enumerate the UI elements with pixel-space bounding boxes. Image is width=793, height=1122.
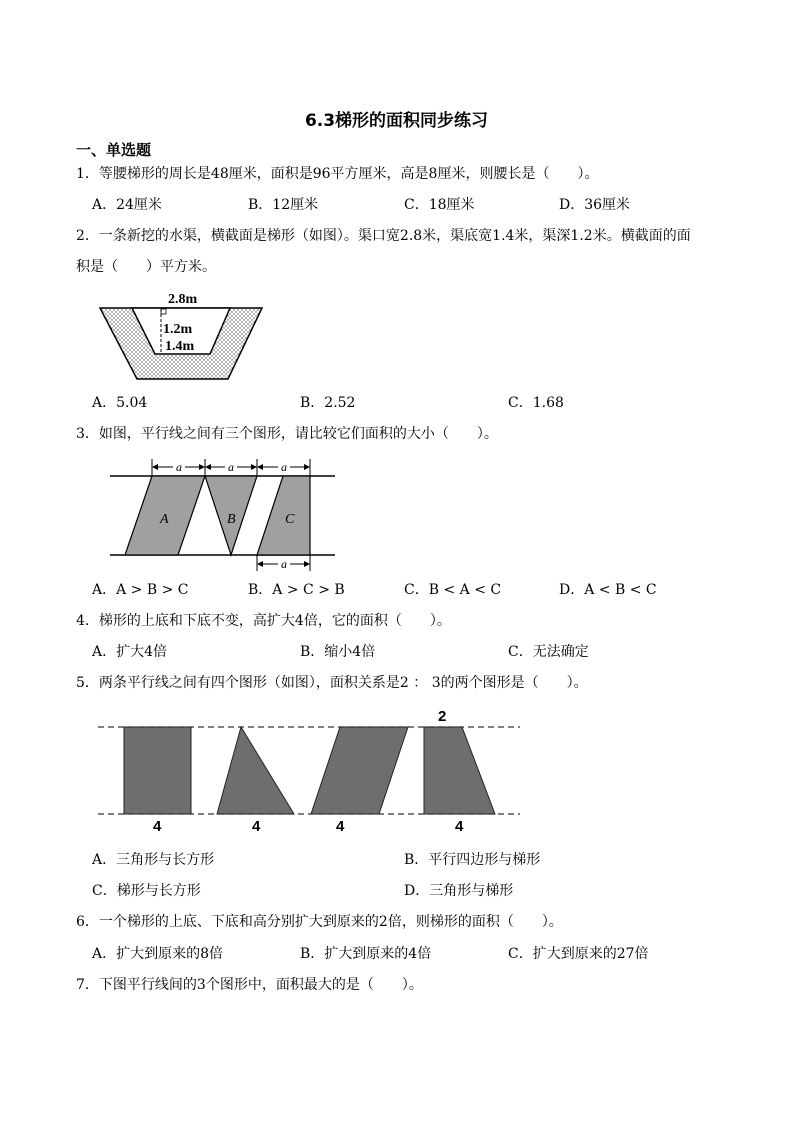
label-top-width: 2.8m — [168, 292, 198, 307]
canal-trapezoid-figure — [95, 287, 270, 382]
q6-option-a[interactable]: A．扩大到原来的8倍 — [92, 946, 224, 962]
trapezoid-shape — [424, 727, 495, 814]
q3-option-c[interactable]: C．B < A < C — [404, 582, 502, 598]
q3-option-a[interactable]: A．A > B > C — [92, 582, 189, 598]
q5-option-d[interactable]: D．三角形与梯形 — [404, 883, 514, 899]
q1-option-a[interactable]: A．24厘米 — [92, 197, 162, 213]
label-parallelogram-base: 4 — [336, 818, 345, 835]
q1-option-b[interactable]: B．12厘米 — [248, 197, 319, 213]
label-a-3: a — [281, 460, 287, 474]
q4-option-c[interactable]: C．无法确定 — [508, 644, 589, 660]
label-bottom-width: 1.4m — [165, 339, 195, 354]
q1-option-c[interactable]: C．18厘米 — [404, 197, 475, 213]
q4-option-b[interactable]: B．缩小4倍 — [300, 644, 376, 660]
label-trapezoid-base: 4 — [455, 818, 464, 835]
label-a-bottom: a — [281, 557, 287, 571]
q4-option-a[interactable]: A．扩大4倍 — [92, 644, 168, 660]
question-7-stem: 7．下图平行线间的3个图形中，面积最大的是（ ）。 — [76, 977, 423, 993]
parallel-shapes-figure-q5 — [95, 703, 525, 838]
q5-option-c[interactable]: C．梯形与长方形 — [92, 883, 201, 899]
label-shape-a: A — [160, 512, 169, 527]
question-4-stem: 4．梯形的上底和下底不变，高扩大4倍，它的面积（ ）。 — [76, 613, 451, 629]
section-title: 一、单选题 — [76, 141, 152, 159]
q5-option-a[interactable]: A．三角形与长方形 — [92, 852, 215, 868]
question-6-stem: 6．一个梯形的上底、下底和高分别扩大到原来的2倍，则梯形的面积（ ）。 — [76, 914, 563, 930]
label-triangle-base: 4 — [252, 818, 261, 835]
label-a-1: a — [176, 460, 182, 474]
label-rectangle-base: 4 — [153, 818, 162, 835]
shape-c-trapezoid — [257, 476, 310, 555]
q3-option-d[interactable]: D．A < B < C — [559, 582, 657, 598]
parallelogram-shape — [311, 727, 408, 814]
rectangle-shape — [124, 727, 191, 814]
q2-option-b[interactable]: B．2.52 — [300, 395, 356, 411]
q2-option-c[interactable]: C．1.68 — [508, 395, 564, 411]
q5-option-b[interactable]: B．平行四边形与梯形 — [404, 852, 541, 868]
q6-option-c[interactable]: C．扩大到原来的27倍 — [508, 946, 649, 962]
question-2-stem-line1: 2．一条新挖的水渠，横截面是梯形（如图）。渠口宽2.8米，渠底宽1.4米，渠深1.2米。横截面的面 — [76, 228, 691, 244]
label-trapezoid-top: 2 — [438, 708, 447, 725]
parallel-shapes-figure-q3 — [105, 455, 340, 575]
q3-option-b[interactable]: B．A > C > B — [248, 582, 345, 598]
label-a-2: a — [228, 460, 234, 474]
label-depth: 1.2m — [163, 322, 193, 337]
q6-option-b[interactable]: B．扩大到原来的4倍 — [300, 946, 432, 962]
page-title: 6.3梯形的面积同步练习 — [304, 111, 489, 131]
question-2-stem-line2: 积是（ ）平方米。 — [76, 259, 216, 275]
question-1-stem: 1．等腰梯形的周长是48厘米，面积是96平方厘米，高是8厘米，则腰长是（ ）。 — [76, 166, 599, 182]
q1-option-d[interactable]: D．36厘米 — [559, 197, 631, 213]
label-shape-b: B — [227, 512, 236, 527]
label-shape-c: C — [285, 512, 295, 527]
question-5-stem: 5．两条平行线之间有四个图形（如图），面积关系是2 ： 3的两个图形是（ ）。 — [76, 675, 588, 691]
q2-option-a[interactable]: A．5.04 — [92, 395, 148, 411]
question-3-stem: 3．如图，平行线之间有三个图形，请比较它们面积的大小（ ）。 — [76, 426, 498, 442]
triangle-shape — [217, 727, 294, 814]
